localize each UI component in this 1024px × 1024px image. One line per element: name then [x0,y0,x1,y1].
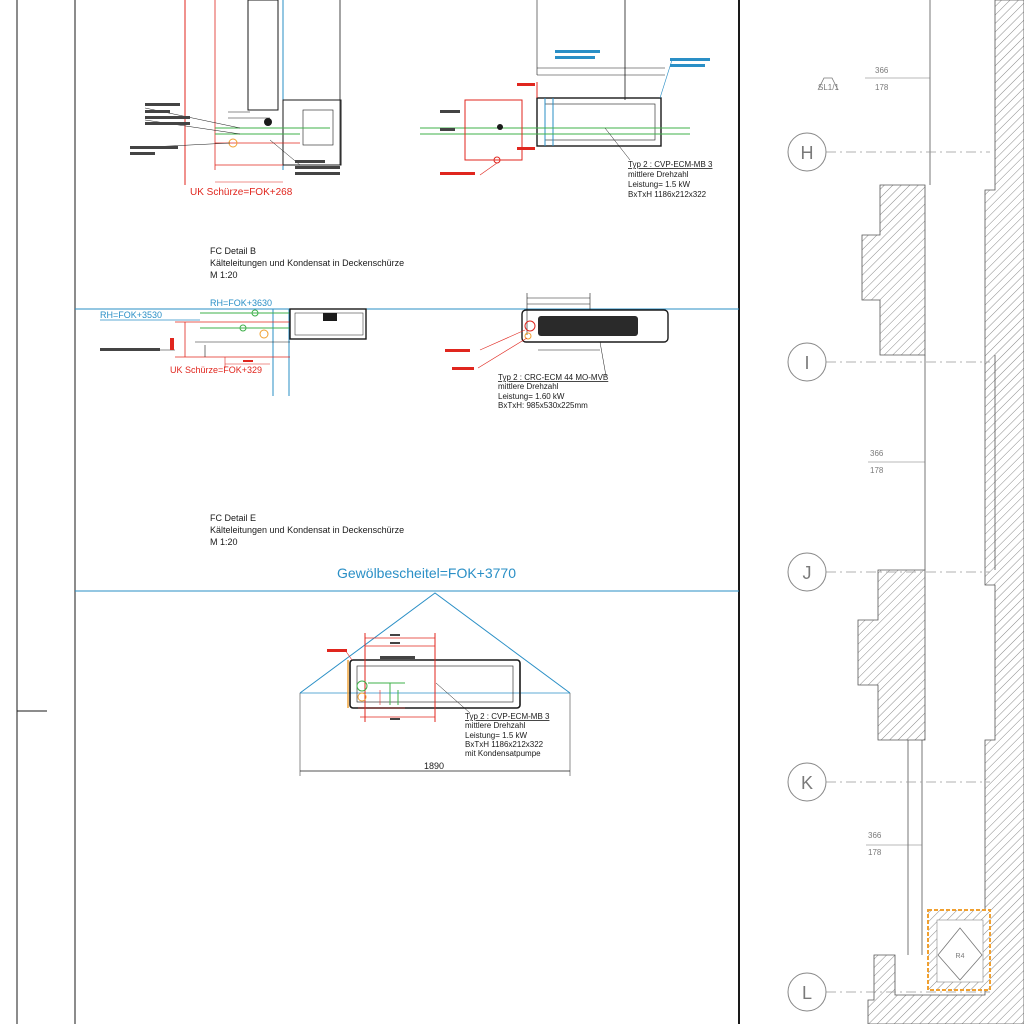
axis-i-label: I [804,353,810,373]
floor-plan [818,0,1024,1024]
detail-b-unit-drawing [478,293,668,376]
detail-b-annotations [100,338,253,362]
detail-e-title: FC Detail E [210,513,257,523]
axis-h [788,133,826,171]
axis-i [788,343,826,381]
detail-b-unit-speed: mittlere Drehzahl [498,382,559,391]
detail-e-unit-type: Typ 2 : CVP-ECM-MB 3 [465,712,550,721]
detail-b-rh1: RH=FOK+3530 [100,310,163,320]
section-label: SL1/1 [818,83,839,92]
detail-b-unit-dims: BxTxH: 985x530x225mm [498,401,588,410]
sheet-frame [17,0,739,1024]
room-marker-label: R4 [955,953,965,960]
top-detail-left-drawing [130,0,341,185]
top-unit-speed: mittlere Drehzahl [628,170,689,179]
detail-b-description: Kälteleitungen und Kondensat in Deckenschürze [210,258,405,268]
detail-b-title: FC Detail B [210,246,257,256]
top-unit-power: Leistung= 1.5 kW [628,180,691,189]
detail-e-width-dimension: 1890 [424,761,445,771]
axis-k-label: K [800,773,814,793]
axis-k [788,763,826,801]
detail-e-unit-speed: mittlere Drehzahl [465,721,526,730]
axis-j [788,553,826,591]
plan-dim-low-b: 178 [868,848,882,857]
detail-e-unit-dims: BxTxH 1186x212x322 [465,740,544,749]
detail-e-unit-pump: mit Kondensatpumpe [465,749,541,758]
plan-dim-mid-a: 366 [870,449,884,458]
detail-b-uk-label: UK Schürze=FOK+329 [170,365,263,375]
plan-dim-top-b: 178 [875,83,889,92]
axis-l [788,973,826,1011]
detail-b-unit-annotations [445,349,474,370]
plan-dim-top-a: 366 [875,66,889,75]
detail-b-drawing [75,309,739,396]
detail-e-unit-power: Leistung= 1.5 kW [465,731,528,740]
top-uk-label: UK Schürze=FOK+268 [190,187,293,198]
room-marker [928,910,990,990]
detail-b-unit-type: Typ 2 : CRC-ECM 44 MO-MVB [498,373,609,382]
plan-dim-mid-b: 178 [870,466,884,475]
detail-e-description: Kälteleitungen und Kondensat in Deckenschürze [210,525,405,535]
wall-hatch [868,0,1024,1024]
axis-l-label: L [801,983,813,1003]
axis-j-label: J [802,563,812,583]
detail-b-scale: M 1:20 [210,270,238,280]
detail-e-vault-label: Gewölbescheitel=FOK+3770 [337,565,516,581]
detail-e-annotations [327,634,415,720]
detail-e-scale: M 1:20 [210,537,238,547]
top-detail-right-drawing [420,0,690,175]
axis-h-label: H [800,143,814,163]
detail-b-rh2: RH=FOK+3630 [210,298,273,308]
top-unit-dims: BxTxH 1186x212x322 [628,190,707,199]
detail-b-unit-power: Leistung= 1.60 kW [498,392,565,401]
top-unit-type: Typ 2 : CVP-ECM-MB 3 [628,160,713,169]
detail-e-drawing [75,591,739,776]
plan-dim-low-a: 366 [868,831,882,840]
